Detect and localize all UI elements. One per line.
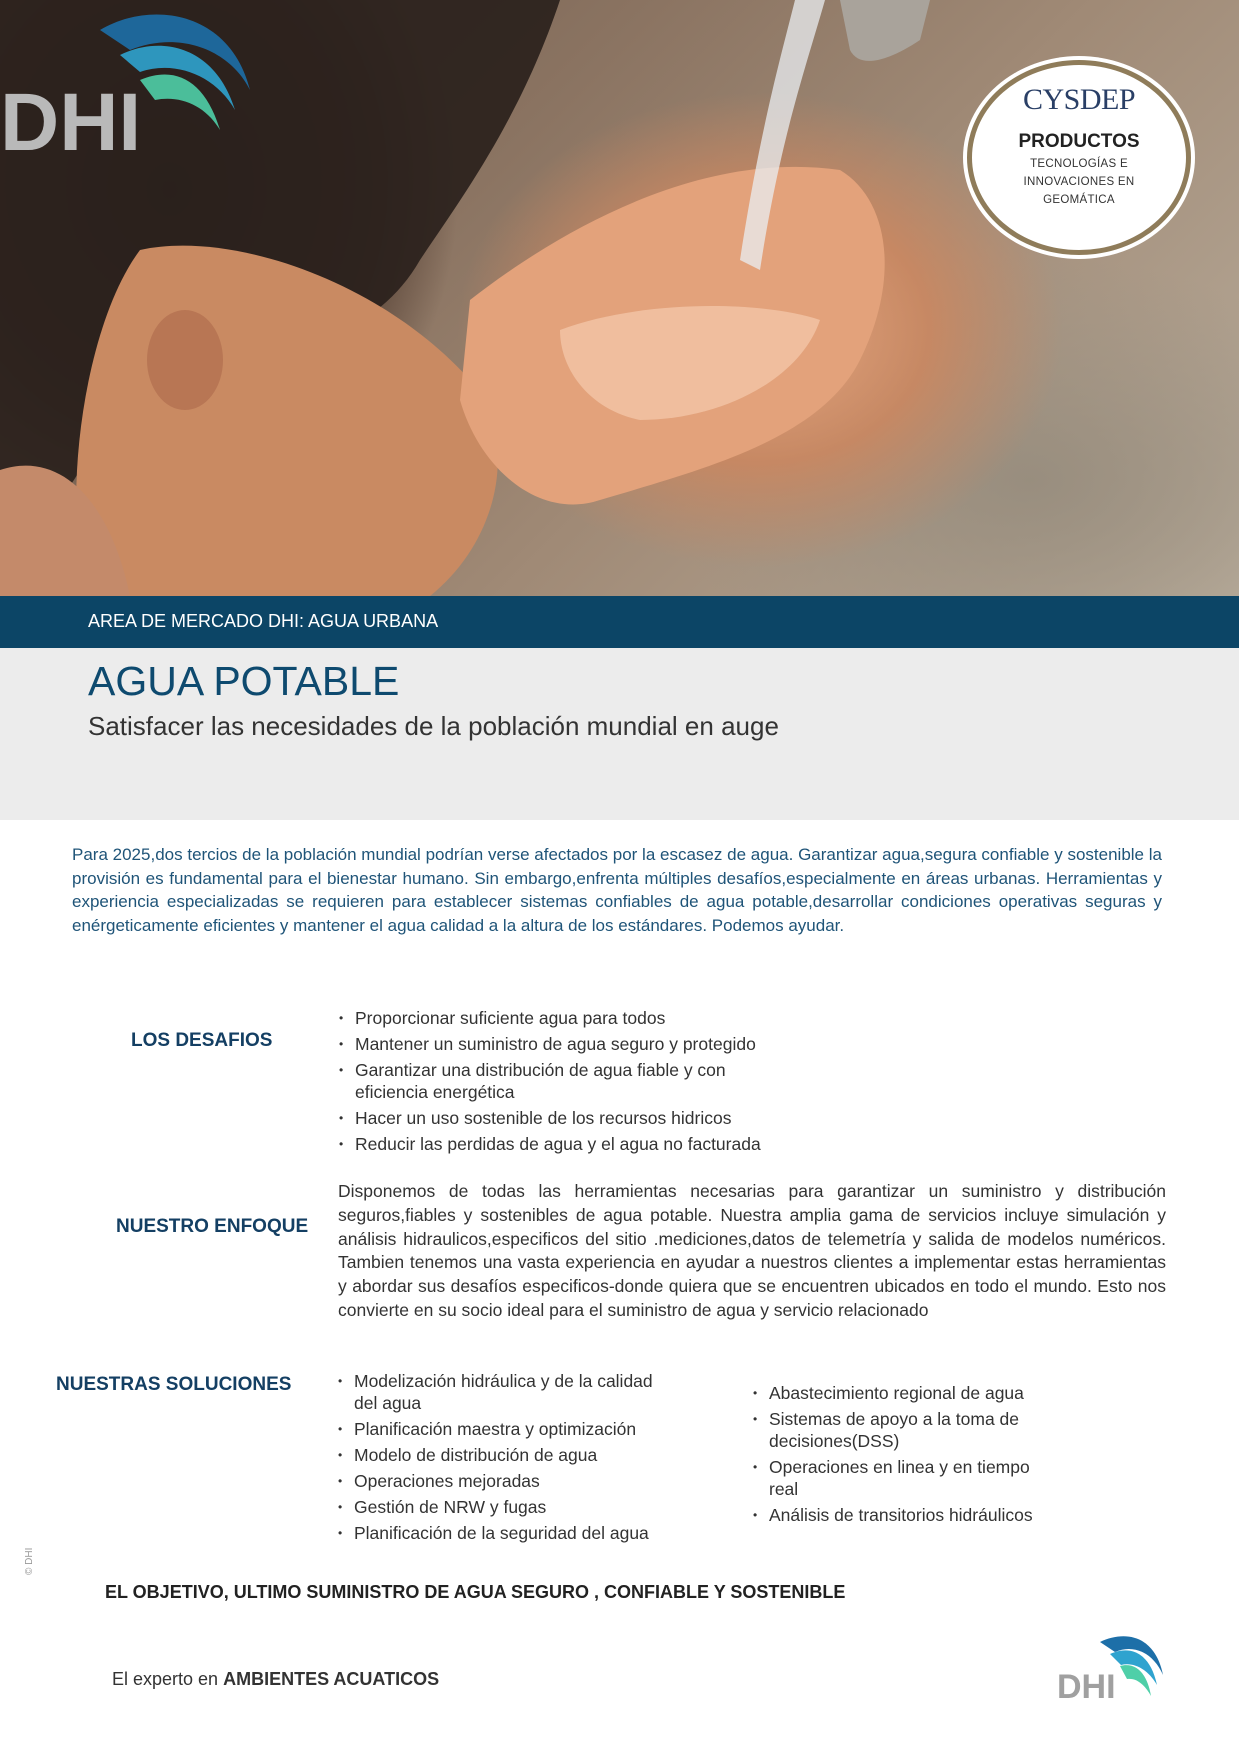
cysdep-subtitle-line: GEOMÁTICA [1043, 194, 1115, 206]
list-item: • Operaciones mejoradas [338, 1470, 668, 1492]
cysdep-subtitle-line: TECNOLOGÍAS E [1030, 158, 1128, 170]
list-item: • Planificación de la seguridad del agua [338, 1522, 668, 1544]
footer-prefix: El experto en [112, 1669, 219, 1689]
list-item: • Operaciones en linea y en tiempo real [753, 1456, 1053, 1500]
list-item: • Abastecimiento regional de agua [753, 1382, 1053, 1404]
desafios-label: LOS DESAFIOS [131, 1030, 273, 1051]
market-area-band [0, 596, 1239, 648]
enfoque-label: NUESTRO ENFOQUE [116, 1216, 309, 1237]
list-item: • Planificación maestra y optimización [338, 1418, 668, 1440]
soluciones-list-1 [338, 1370, 668, 1548]
list-item: • Modelo de distribución de agua [338, 1444, 668, 1466]
desafios-list [339, 1007, 789, 1159]
footer-strong: AMBIENTES ACUATICOS [223, 1669, 440, 1689]
cysdep-subtitle [972, 155, 1186, 209]
list-item: • Garantizar una distribución de agua fiable y con eficiencia energética [339, 1059, 789, 1103]
goal-statement: EL OBJETIVO, ULTIMO SUMINISTRO DE AGUA SEGURO , CONFIABLE Y SOSTENIBLE [105, 1582, 846, 1602]
cysdep-badge [967, 60, 1191, 255]
cysdep-subtitle-line: INNOVACIONES EN [1023, 176, 1135, 188]
list-item: • Mantener un suministro de agua seguro y protegido [339, 1033, 789, 1055]
enfoque-paragraph: Disponemos de todas las herramientas necesarias para garantizar un suministro y distribución seguros,fiables y sostenibles de agua potable. Nuestra amplia gama de servicios incluye simulación y análisis hidraulicos,especificos del sitio .mediciones,datos de telemetría y salida de modelos numéricos. Tambien tenemos una vasta experiencia en ayudar a nuestros clientes a implementar estas herramientas y abordar sus desafíos especificos-donde quiera que se encuentren ubicados en todo el mundo. Esto nos convierte en su socio ideal para el suministro de agua y servicio relacionado [338, 1181, 1166, 1320]
list-item: • Hacer un uso sostenible de los recursos hidricos [339, 1107, 789, 1129]
cysdep-brand: CYSDEP [1022, 83, 1136, 116]
footer-tagline [112, 1669, 439, 1690]
list-item: • Sistemas de apoyo a la toma de decisiones(DSS) [753, 1408, 1053, 1452]
list-item: • Modelización hidráulica y de la calidad del agua [338, 1370, 668, 1414]
page-title: AGUA POTABLE [88, 658, 400, 704]
copyright: © DHI [24, 1547, 35, 1575]
soluciones-list-2 [753, 1382, 1053, 1530]
cysdep-title: PRODUCTOS [1018, 131, 1140, 152]
list-item: • Análisis de transitorios hidráulicos [753, 1504, 1053, 1526]
dhi-logo-text: DHI [0, 77, 142, 160]
list-item: • Reducir las perdidas de agua y el agua no facturada [339, 1133, 789, 1155]
dhi-logo-small-text: DHI [1057, 1668, 1116, 1702]
hero-photo [0, 0, 1239, 596]
dhi-logo-small [1055, 1630, 1165, 1702]
page-subtitle: Satisfacer las necesidades de la población mundial en auge [88, 711, 779, 741]
list-item: • Proporcionar suficiente agua para todos [339, 1007, 789, 1029]
intro-paragraph: Para 2025,dos tercios de la población mundial podrían verse afectados por la escasez de agua. Garantizar agua,segura confiable y sostenible la provisión es fundamental para el bienestar humano. Sin embargo,enfrenta múltiples desafíos,especialmente en áreas urbanas. Herramientas y experiencia especializadas se requieren para establecer sistemas confiables de agua potable,desarrollar condiciones operativas seguras y enérgeticamente eficientes y mantener el agua calidad a la altura de los estándares. Podemos ayudar. [72, 845, 1162, 935]
dhi-logo-large [0, 0, 260, 160]
soluciones-label: NUESTRAS SOLUCIONES [56, 1374, 292, 1395]
market-area-text: AREA DE MERCADO DHI: AGUA URBANA [88, 611, 439, 631]
list-item: • Gestión de NRW y fugas [338, 1496, 668, 1518]
